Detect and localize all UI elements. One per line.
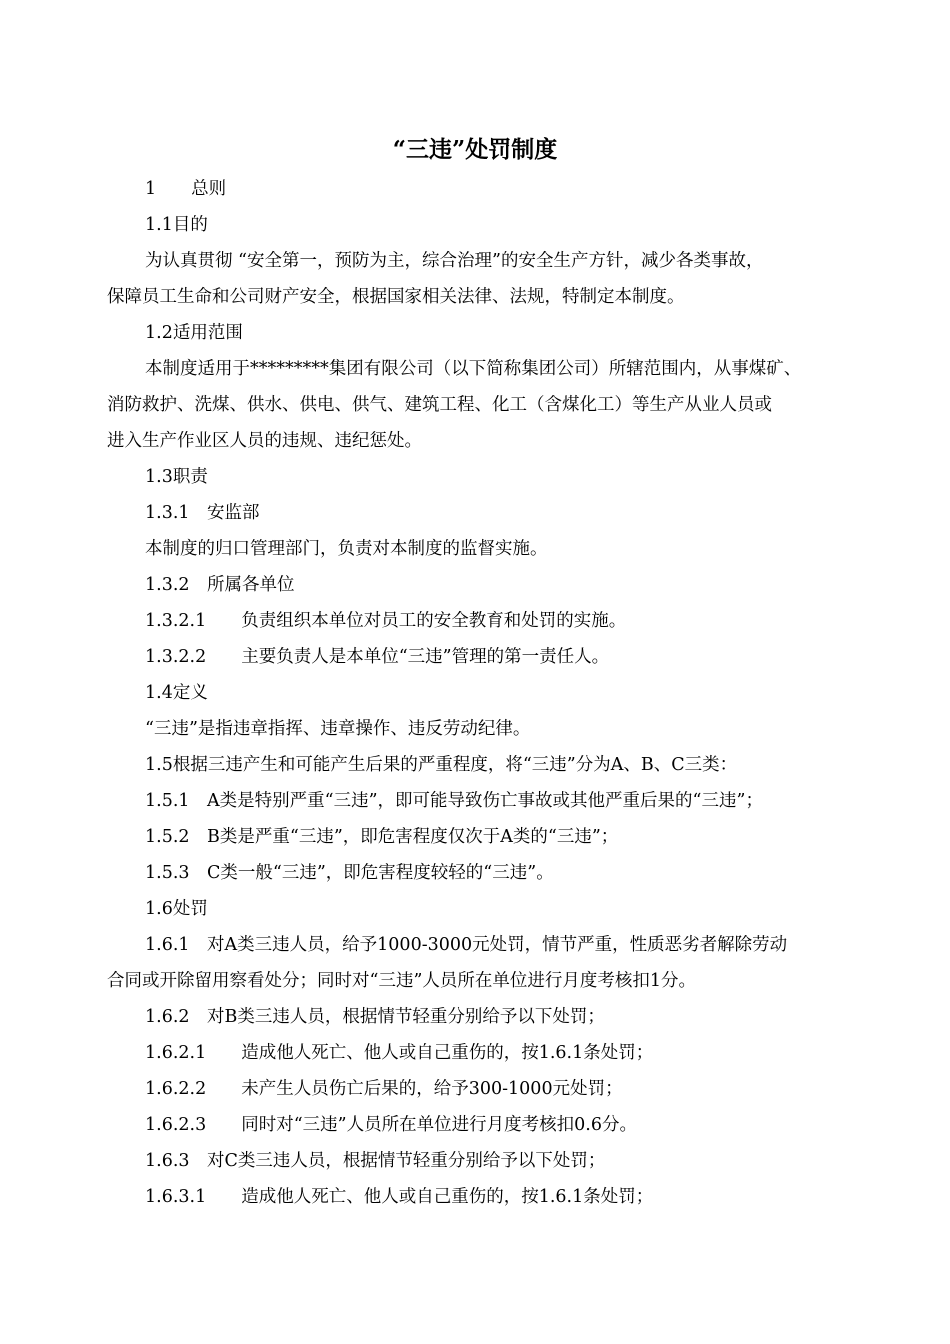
clause-line: 1.6.2.3 同时对“三违”人员所在单位进行月度考核扣0.6分。 — [145, 1115, 637, 1135]
paragraph-line: 本制度适用于*********集团有限公司（以下简称集团公司）所辖范围内，从事煤矿、 — [145, 359, 802, 379]
paragraph-line: 消防救护、洗煤、供水、供电、供气、建筑工程、化工（含煤化工）等生产从业人员或 — [107, 395, 772, 415]
clause-line: 1.3.2.1 负责组织本单位对员工的安全教育和处罚的实施。 — [145, 611, 627, 631]
section-heading: 1.6处罚 — [145, 899, 208, 919]
paragraph-line: 保障员工生命和公司财产安全，根据国家相关法律、法规，特制定本制度。 — [107, 287, 685, 307]
clause-line: 1.6.2.1 造成他人死亡、他人或自己重伤的，按1.6.1条处罚； — [145, 1043, 654, 1063]
paragraph-line: 进入生产作业区人员的违规、违纪惩处。 — [107, 431, 422, 451]
section-heading: 1.1目的 — [145, 215, 208, 235]
clause-line: 1.6.3.1 造成他人死亡、他人或自己重伤的，按1.6.1条处罚； — [145, 1187, 654, 1207]
clause-line: 1.6.3 对C类三违人员，根据情节轻重分别给予以下处罚； — [145, 1151, 606, 1171]
section-heading: 1 总则 — [145, 179, 227, 199]
clause-line: 1.3.2.2 主要负责人是本单位“三违”管理的第一责任人。 — [145, 647, 610, 667]
clause-line: 1.5.3 C类一般“三违”，即危害程度较轻的“三违”。 — [145, 863, 554, 883]
clause-line: 1.6.2 对B类三违人员，根据情节轻重分别给予以下处罚； — [145, 1007, 605, 1027]
clause-line: 1.5.2 B类是严重“三违”，即危害程度仅次于A类的“三违”； — [145, 827, 619, 847]
section-heading: 1.2适用范围 — [145, 323, 243, 343]
section-heading: 1.3职责 — [145, 467, 208, 487]
section-heading: 1.3.1 安监部 — [145, 503, 260, 523]
document-title: “三违”处罚制度 — [392, 136, 558, 163]
paragraph-line: 1.5根据三违产生和可能产生后果的严重程度，将“三违”分为A、B、C三类： — [145, 755, 738, 775]
paragraph-line: 本制度的归口管理部门，负责对本制度的监督实施。 — [145, 539, 548, 559]
paragraph-line: 为认真贯彻 “安全第一，预防为主，综合治理”的安全生产方针，减少各类事故， — [145, 251, 764, 271]
section-heading: 1.3.2 所属各单位 — [145, 575, 295, 595]
section-heading: 1.4定义 — [145, 683, 208, 703]
paragraph-line: 合同或开除留用察看处分；同时对“三违”人员所在单位进行月度考核扣1分。 — [107, 971, 697, 991]
clause-line: 1.5.1 A类是特别严重“三违”，即可能导致伤亡事故或其他严重后果的“三违”； — [145, 791, 763, 811]
paragraph-line: “三违”是指违章指挥、违章操作、违反劳动纪律。 — [145, 719, 531, 739]
clause-line: 1.6.2.2 未产生人员伤亡后果的，给予300-1000元处罚； — [145, 1079, 623, 1099]
clause-line: 1.6.1 对A类三违人员，给予1000-3000元处罚，情节严重，性质恶劣者解除劳动 — [145, 935, 788, 955]
